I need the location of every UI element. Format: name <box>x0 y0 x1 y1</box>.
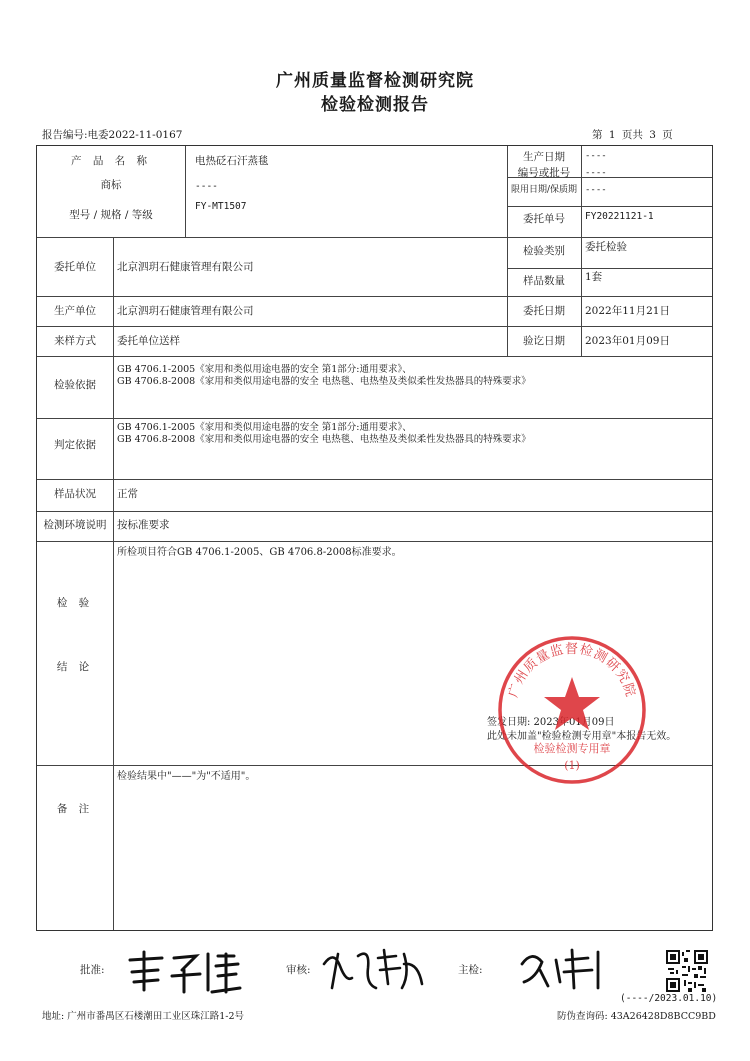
basis-line-1: GB 4706.1-2005《家用和类似用途电器的安全 第1部分:通用要求》、 <box>117 364 412 375</box>
report-table <box>36 145 713 931</box>
issue-date: 签发日期: 2023年01月09日 <box>487 717 615 728</box>
approver-signature <box>122 946 242 996</box>
expiry-label: 限用日期/保质期 <box>510 185 578 195</box>
client-value: 北京泗玥石健康管理有限公司 <box>117 261 254 273</box>
judgement-line-2: GB 4706.8-2008《家用和类似用途电器的安全 电热毯、电热垫及类似柔性发热器具的特殊要求》 <box>117 434 531 445</box>
inspection-type-label: 检验类别 <box>523 245 565 257</box>
sample-qty-value: 1套 <box>585 271 603 283</box>
star-icon <box>544 677 600 730</box>
completion-date-label: 验讫日期 <box>523 335 565 347</box>
conclusion-label-2: 结 论 <box>56 661 94 673</box>
product-name-label: 产 品 名 称 <box>70 155 151 167</box>
model-label: 型号 / 规格 / 等级 <box>69 209 153 221</box>
product-name: 电热砭石汗蒸毯 <box>195 155 269 167</box>
order-no-value: FY20221121-1 <box>585 211 654 222</box>
production-date-value: ---- <box>585 151 607 161</box>
trademark-value: ---- <box>195 181 218 192</box>
basis-label: 检验依据 <box>54 379 96 391</box>
judgement-label: 判定依据 <box>54 439 96 451</box>
batch-label: 编号或批号 <box>517 167 571 179</box>
client-label: 委托单位 <box>54 261 96 273</box>
environment-label: 检测环境说明 <box>43 519 107 531</box>
completion-date-value: 2023年01月09日 <box>585 335 670 347</box>
manufacturer-label: 生产单位 <box>54 305 96 317</box>
judgement-line-1: GB 4706.1-2005《家用和类似用途电器的安全 第1部分:通用要求》、 <box>117 422 412 433</box>
conclusion-label-1: 检 验 <box>56 597 94 609</box>
production-date-label: 生产日期 <box>523 151 565 163</box>
sampling-value: 委托单位送样 <box>117 335 180 347</box>
manufacturer-value: 北京泗玥石健康管理有限公司 <box>117 305 254 317</box>
page-info: 第 1 页共 3 页 <box>592 129 673 141</box>
trademark-label: 商标 <box>100 179 122 191</box>
sample-status-value: 正常 <box>117 488 138 500</box>
qr-code-icon <box>666 950 708 992</box>
stamp-number: (1) <box>564 759 580 772</box>
order-no-label: 委托单号 <box>523 213 565 225</box>
basis-line-2: GB 4706.8-2008《家用和类似用途电器的安全 电热毯、电热垫及类似柔性发热器具的特殊要求》 <box>117 376 531 387</box>
remarks-label: 备 注 <box>56 803 94 815</box>
model-value: FY-MT1507 <box>195 201 247 212</box>
batch-value: ---- <box>585 168 607 178</box>
order-date-value: 2022年11月21日 <box>585 305 670 317</box>
stamp-note: 此处未加盖"检验检测专用章"本报告无效。 <box>487 731 677 742</box>
version-info: (----/2023.01.10) <box>620 993 718 1004</box>
remarks-value: 检验结果中"——"为"不适用"。 <box>117 771 256 782</box>
institute-name: 广州质量监督检测研究院 <box>276 71 474 91</box>
inspection-type-value: 委托检验 <box>585 241 627 253</box>
sample-status-label: 样品状况 <box>54 488 96 500</box>
review-label: 审核: <box>286 964 311 976</box>
report-title: 检验检测报告 <box>321 95 429 115</box>
conclusion-value: 所检项目符合GB 4706.1-2005、GB 4706.8-2008标准要求。 <box>117 547 402 558</box>
stamp-center-text: 检验检测专用章 <box>533 742 611 755</box>
expiry-value: ---- <box>585 185 607 195</box>
sample-qty-label: 样品数量 <box>523 275 565 287</box>
inspect-label: 主检: <box>458 964 483 976</box>
stamp-text: 广州质量监督检测研究院 <box>506 641 638 700</box>
reviewer-signature <box>318 944 428 994</box>
inspector-signature <box>512 942 612 996</box>
verify-code: 防伪查询码: 43A26428D8BCC9BD <box>557 1011 716 1022</box>
approve-label: 批准: <box>80 964 105 976</box>
sampling-label: 来样方式 <box>54 335 96 347</box>
official-stamp <box>497 635 647 785</box>
address: 地址: 广州市番禺区石楼潮田工业区珠江路1-2号 <box>42 1011 245 1022</box>
report-number: 报告编号:电委2022-11-0167 <box>42 129 183 141</box>
environment-value: 按标准要求 <box>117 519 170 531</box>
order-date-label: 委托日期 <box>523 305 565 317</box>
